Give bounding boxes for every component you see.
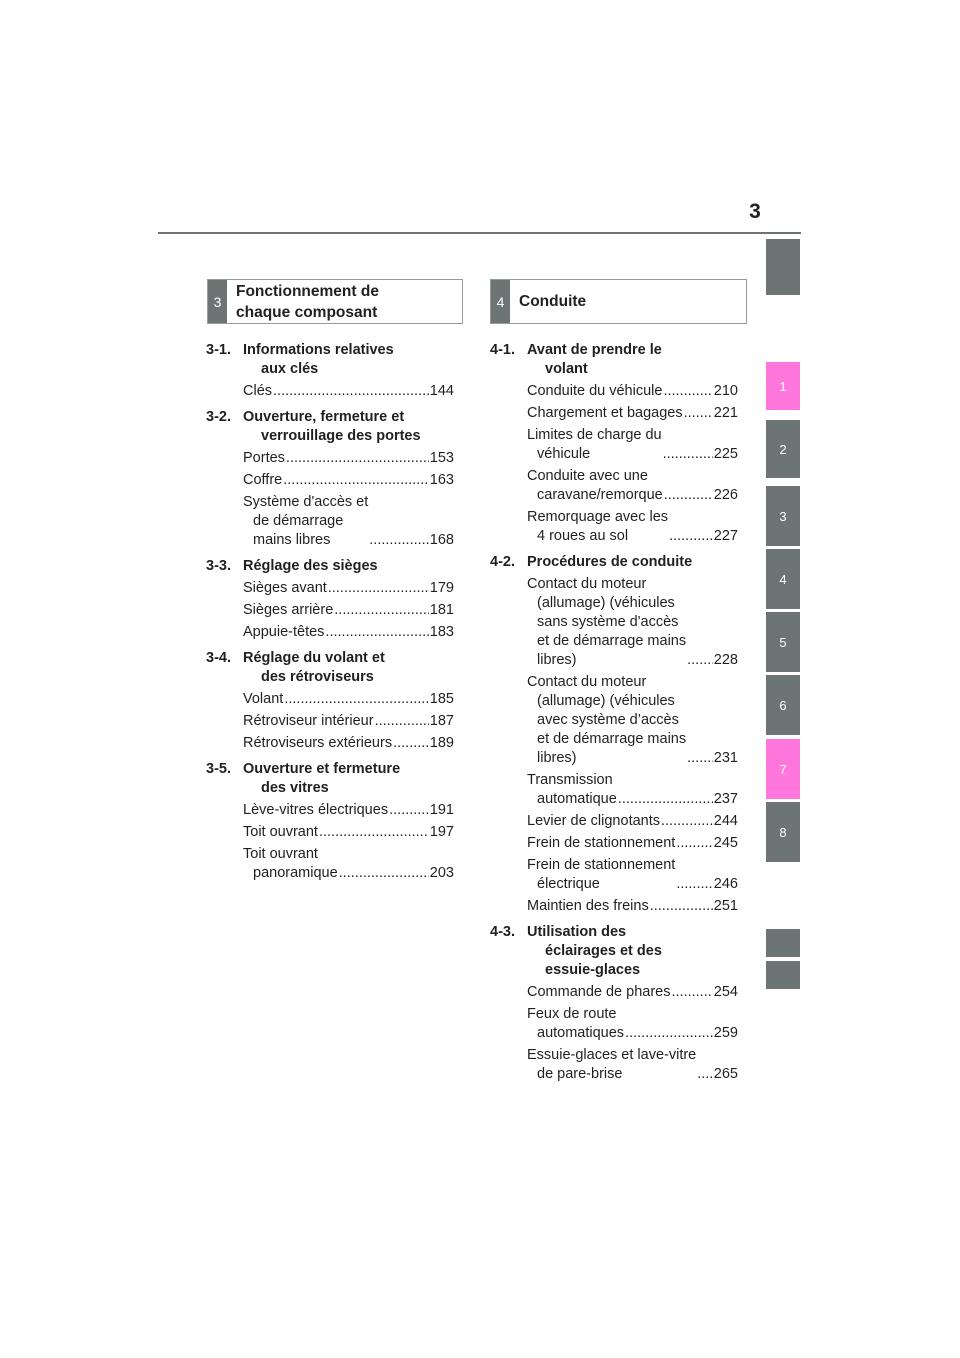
toc-entry[interactable]: Commande de phares ..... 254	[527, 983, 738, 1002]
page-ref: 221	[713, 405, 738, 421]
toc-column-section-3	[206, 341, 454, 883]
section-title: Fonctionnement de chaque composant	[236, 282, 379, 321]
dot-leader	[319, 823, 429, 842]
page-ref: 231	[713, 750, 738, 766]
thumb-tab-5[interactable]: 5	[766, 612, 800, 672]
toc-entry[interactable]: Toit ouvrant ..... 197	[243, 823, 454, 842]
toc-entry[interactable]: Conduite du véhicule ..... 210	[527, 382, 738, 401]
chapter-heading[interactable]: 4-2. Procédures de conduite	[490, 554, 693, 570]
toc-entry[interactable]: Frein de stationnement électrique ..... 246	[527, 856, 738, 894]
page-ref: 228	[713, 652, 738, 668]
dot-leader	[284, 690, 428, 709]
chapter-heading[interactable]: 3-5. Ouverture et fermeture des vitres	[206, 761, 401, 796]
toc-entry[interactable]: Frein de stationnement ..... 245	[527, 834, 738, 853]
dot-leader	[684, 404, 713, 423]
dot-leader	[618, 790, 713, 809]
toc-entry[interactable]: Maintien des freins ..... 251	[527, 897, 738, 916]
toc-entry[interactable]: Transmission automatique ..... 237	[527, 771, 738, 809]
thumb-tab-blank-top[interactable]	[766, 239, 800, 295]
dot-leader	[676, 834, 712, 853]
section-number: 3	[208, 280, 227, 323]
toc-entry[interactable]: Conduite avec une caravane/remorque ..... 226	[527, 467, 738, 505]
page-ref: 225	[713, 446, 738, 462]
dot-leader	[286, 449, 429, 468]
chapter-heading[interactable]: 4-3. Utilisation des éclairages et des essuie-glaces	[490, 924, 662, 978]
page-ref: 168	[429, 532, 454, 548]
page-ref: 259	[713, 1025, 738, 1041]
page-ref: 163	[429, 472, 454, 488]
toc-entry[interactable]: Coffre ..... 163	[243, 471, 454, 490]
section-header-4	[490, 279, 747, 324]
chapter-heading[interactable]: 3-1. Informations relatives aux clés	[206, 342, 394, 377]
thumb-tab-blank-lower-1[interactable]	[766, 929, 800, 957]
dot-leader	[389, 801, 429, 820]
dot-leader	[687, 651, 713, 670]
dot-leader	[328, 579, 429, 598]
page-ref: 179	[429, 580, 454, 596]
dot-leader	[625, 1024, 713, 1043]
toc-entry[interactable]: Sièges avant ..... 179	[243, 579, 454, 598]
toc-entry[interactable]: Appuie-têtes ..... 183	[243, 623, 454, 642]
toc-entry[interactable]: Chargement et bagages ..... 221	[527, 404, 738, 423]
dot-leader	[334, 601, 429, 620]
thumb-tab-blank-lower-2[interactable]	[766, 961, 800, 989]
toc-entry[interactable]: Feux de route automatiques ..... 259	[527, 1005, 738, 1043]
dot-leader	[669, 527, 713, 546]
page-number: 3	[749, 200, 761, 223]
toc-entry[interactable]: Système d'accès et de démarrage mains libres ..... 168	[243, 493, 454, 550]
page-ref: 246	[713, 876, 738, 892]
page-ref: 197	[429, 824, 454, 840]
toc-entry[interactable]: Lève-vitres électriques ..... 191	[243, 801, 454, 820]
dot-leader	[283, 471, 429, 490]
toc-entry[interactable]: Rétroviseurs extérieurs ..... 189	[243, 734, 454, 753]
toc-entry[interactable]: Levier de clignotants ..... 244	[527, 812, 738, 831]
dot-leader	[650, 897, 713, 916]
dot-leader	[375, 712, 429, 731]
toc-entry[interactable]: Rétroviseur intérieur ..... 187	[243, 712, 454, 731]
page-ref: 144	[429, 383, 454, 399]
thumb-tab-2[interactable]: 2	[766, 420, 800, 478]
chapter-heading[interactable]: 3-2. Ouverture, fermeture et verrouillage des portes	[206, 409, 421, 444]
page-ref: 191	[429, 802, 454, 818]
page-ref: 181	[429, 602, 454, 618]
page-ref: 254	[713, 984, 738, 1000]
dot-leader	[671, 983, 712, 1002]
page-ref: 244	[713, 813, 738, 829]
toc-entry[interactable]: Remorquage avec les 4 roues au sol ..... 227	[527, 508, 738, 546]
dot-leader	[697, 1065, 713, 1084]
page-ref: 251	[713, 898, 738, 914]
page-ref: 153	[429, 450, 454, 466]
page-ref: 183	[429, 624, 454, 640]
toc-entry[interactable]: Portes ..... 153	[243, 449, 454, 468]
section-number: 4	[491, 280, 510, 323]
dot-leader	[661, 812, 713, 831]
toc-entry[interactable]: Contact du moteur (allumage) (véhicules sans système d'accès et de démarrage mains libres) ..... 228	[527, 575, 738, 670]
thumb-tab-6[interactable]: 6	[766, 675, 800, 735]
chapter-heading[interactable]: 4-1. Avant de prendre le volant	[490, 342, 662, 377]
thumb-tab-4[interactable]: 4	[766, 549, 800, 609]
thumb-tab-7[interactable]: 7	[766, 739, 800, 799]
thumb-tab-8[interactable]: 8	[766, 802, 800, 862]
section-header-3	[207, 279, 463, 324]
dot-leader	[369, 531, 429, 550]
top-rule	[158, 232, 801, 234]
toc-entry[interactable]: Volant ..... 185	[243, 690, 454, 709]
page-ref: 226	[713, 487, 738, 503]
dot-leader	[325, 623, 428, 642]
dot-leader	[676, 875, 712, 894]
chapter-heading[interactable]: 3-3. Réglage des sièges	[206, 558, 378, 574]
page-ref: 189	[429, 735, 454, 751]
page-ref: 237	[713, 791, 738, 807]
page-ref: 187	[429, 713, 454, 729]
thumb-tab-3[interactable]: 3	[766, 486, 800, 546]
dot-leader	[663, 382, 712, 401]
dot-leader	[393, 734, 429, 753]
page-ref: 210	[713, 383, 738, 399]
section-title: Conduite	[519, 293, 587, 310]
toc-column-section-4	[490, 341, 738, 1084]
toc-entry[interactable]: Toit ouvrant panoramique ..... 203	[243, 845, 454, 883]
toc-entry[interactable]: Limites de charge du véhicule ..... 225	[527, 426, 738, 464]
dot-leader	[664, 486, 713, 505]
toc-entry[interactable]: Sièges arrière ..... 181	[243, 601, 454, 620]
page-ref: 185	[429, 691, 454, 707]
page-ref: 265	[713, 1066, 738, 1082]
thumb-tab-1[interactable]: 1	[766, 362, 800, 410]
dot-leader	[663, 445, 713, 464]
dot-leader	[339, 864, 429, 883]
toc-entry[interactable]: Clés ..... 144	[243, 382, 454, 401]
chapter-heading[interactable]: 3-4. Réglage du volant et des rétroviseurs	[206, 650, 385, 685]
dot-leader	[687, 749, 713, 768]
page-ref: 227	[713, 528, 738, 544]
toc-entry[interactable]: Contact du moteur (allumage) (véhicules avec système d’accès et de démarrage mains libres) ..... 231	[527, 673, 738, 768]
page-ref: 245	[713, 835, 738, 851]
toc-entry[interactable]: Essuie-glaces et lave-vitre de pare-brise ..... 265	[527, 1046, 738, 1084]
dot-leader	[273, 382, 429, 401]
page-ref: 203	[429, 865, 454, 881]
